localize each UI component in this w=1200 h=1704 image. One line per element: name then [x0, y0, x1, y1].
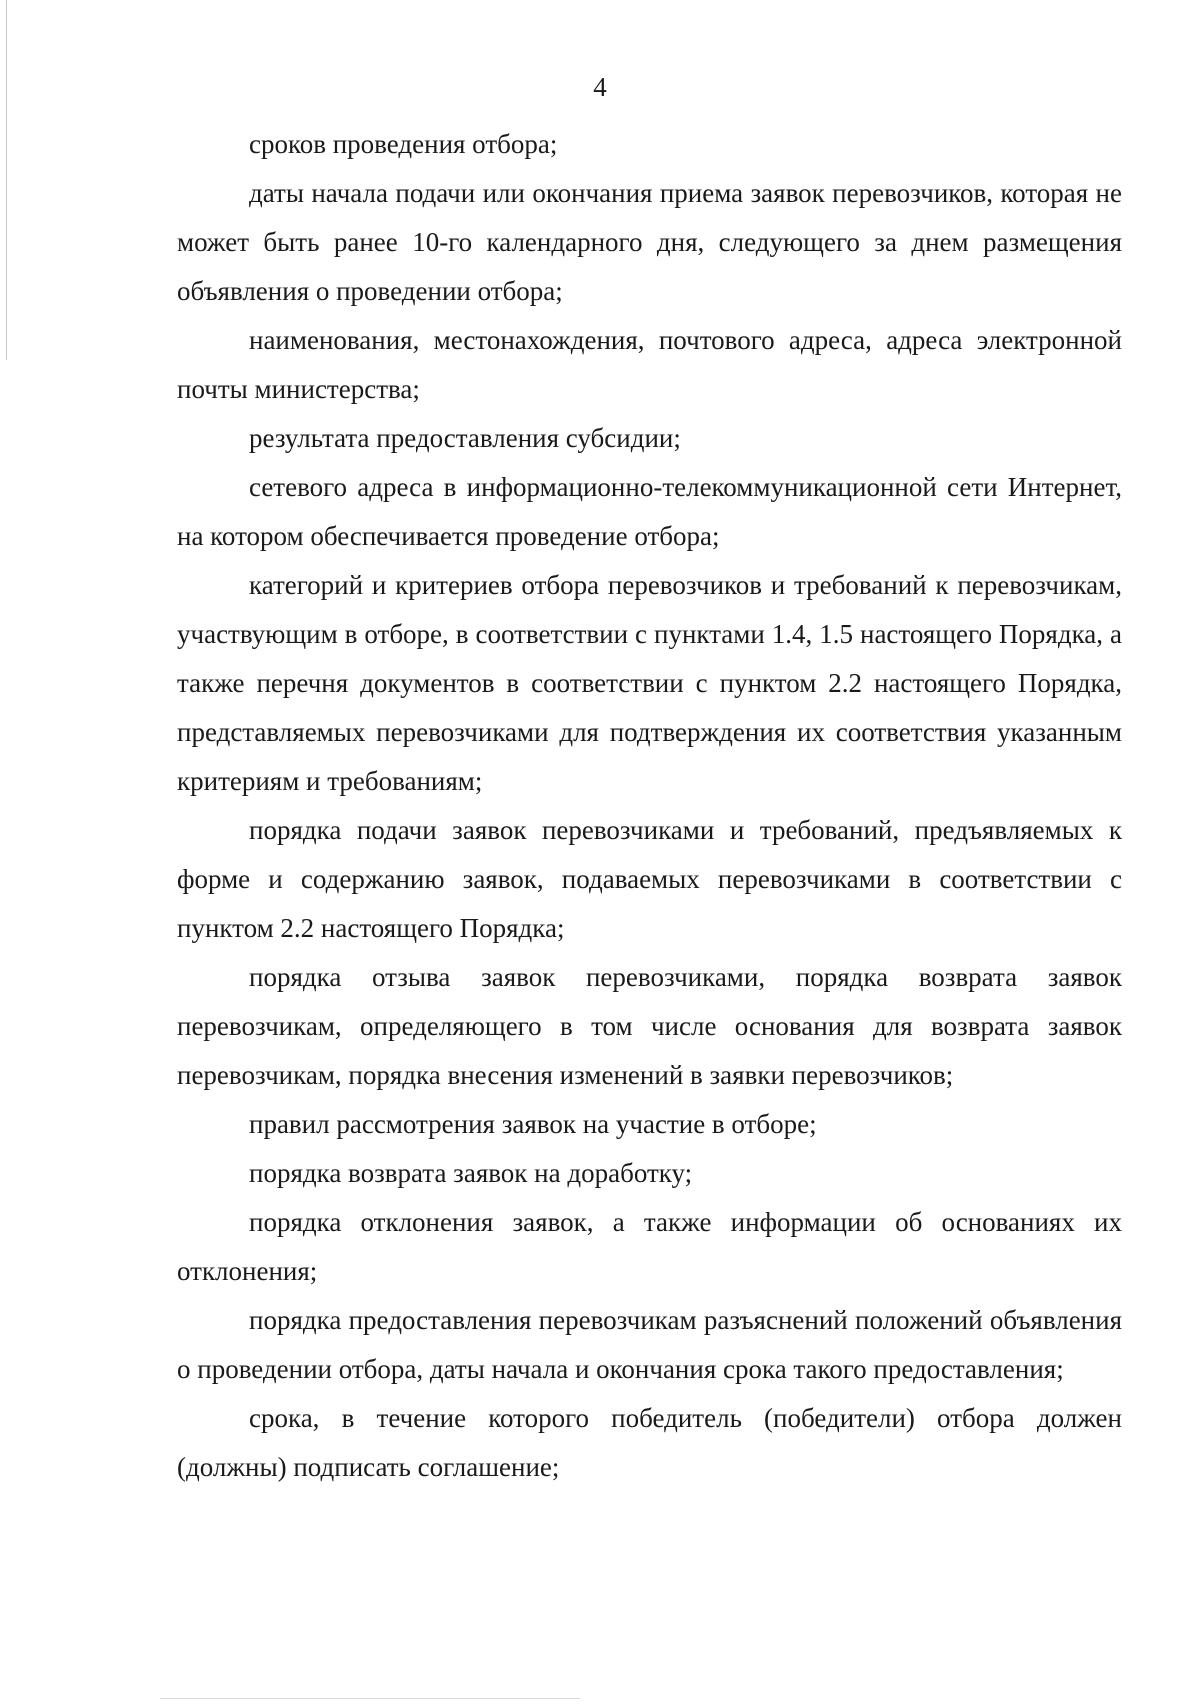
- page-number: 4: [593, 72, 607, 102]
- scan-edge-line: [6, 0, 7, 360]
- paragraph: категорий и критериев отбора перевозчиков и требований к перевозчикам, участвующим в отборе, в соответствии с пунктами 1.4, 1.5 настоящего Порядка, а также перечня документов в соответствии с пунктом 2.2 настоящего Порядка, представляемых перевозчиками для подтверждения их соответствия указанным критериям и требованиям;: [177, 570, 1122, 796]
- paragraph: результата предоставления субсидии;: [249, 423, 681, 453]
- document-body: [177, 120, 1122, 1492]
- paragraph: срока, в течение которого победитель (победители) отбора должен (должны) подписать соглашение;: [177, 1403, 1122, 1482]
- paragraph: порядка возврата заявок на доработку;: [249, 1158, 693, 1188]
- paragraph: порядка подачи заявок перевозчиками и требований, предъявляемых к форме и содержанию заявок, подаваемых перевозчиками в соответствии с пунктом 2.2 настоящего Порядка;: [177, 815, 1122, 943]
- paragraph: порядка отзыва заявок перевозчиками, порядка возврата заявок перевозчикам, определяющего в том числе основания для возврата заявок перевозчикам, порядка внесения изменений в заявки перевозчиков;: [177, 962, 1122, 1090]
- paragraph: правил рассмотрения заявок на участие в отборе;: [249, 1109, 817, 1139]
- scan-bottom-line: [160, 1698, 580, 1699]
- paragraph: наименования, местонахождения, почтового адреса, адреса электронной почты министерства;: [177, 325, 1122, 404]
- paragraph: порядка отклонения заявок, а также информации об основаниях их отклонения;: [177, 1207, 1122, 1286]
- paragraph: сроков проведения отбора;: [249, 129, 558, 159]
- paragraph: сетевого адреса в информационно-телекоммуникационной сети Интернет, на котором обеспечивается проведение отбора;: [177, 472, 1122, 551]
- paragraph: даты начала подачи или окончания приема заявок перевозчиков, которая не может быть ранее 10-го календарного дня, следующего за днем размещения объявления о проведении отбора;: [177, 178, 1122, 306]
- paragraph: порядка предоставления перевозчикам разъяснений положений объявления о проведении отбора, даты начала и окончания срока такого предоставления;: [177, 1305, 1122, 1384]
